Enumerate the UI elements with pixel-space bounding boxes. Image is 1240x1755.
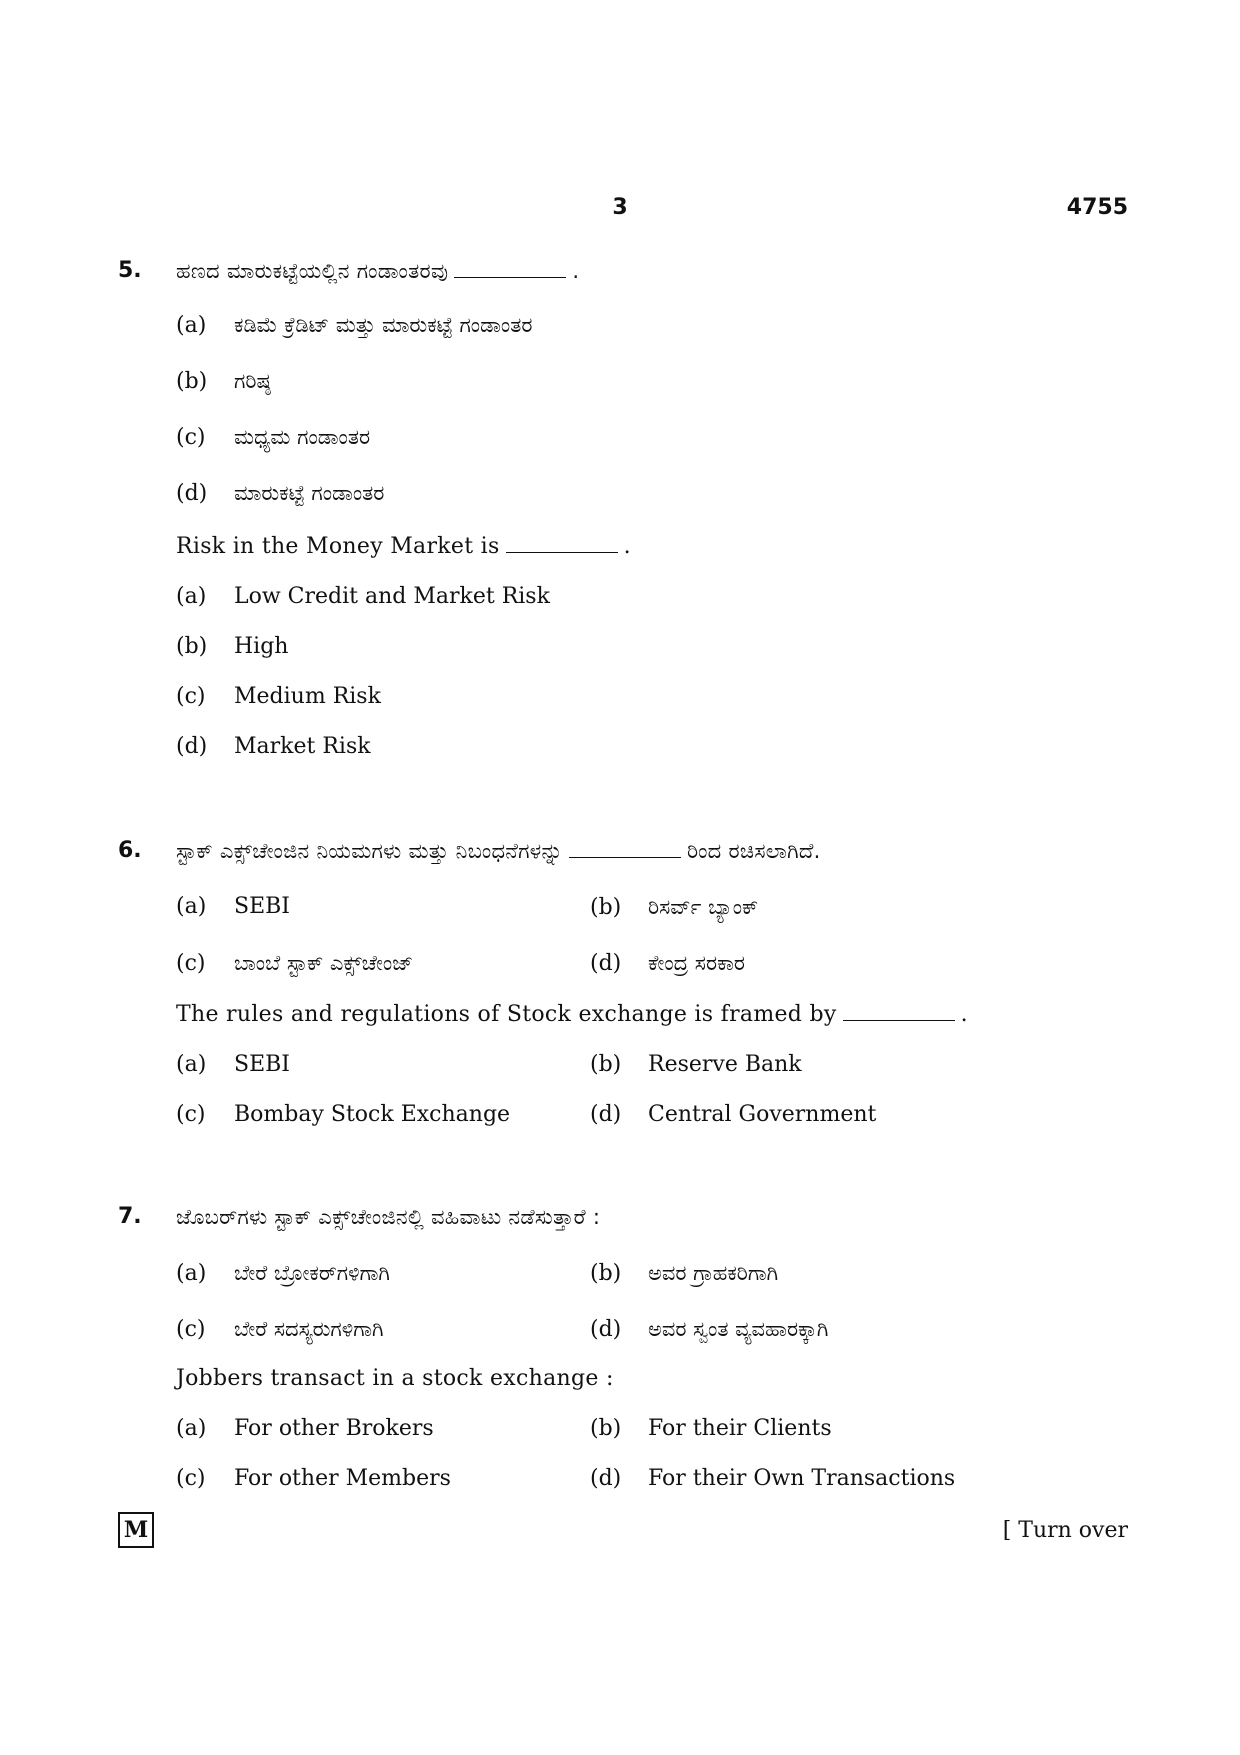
option-label: (a) [176,584,207,609]
option-text: ಅವರ ಸ್ವಂತ ವ್ಯವಹಾರಕ್ಕಾಗಿ [648,1317,829,1341]
question-number: 7. [118,1204,142,1229]
option-d-english [590,1464,955,1494]
option-label: (b) [176,634,208,659]
question-stem-kannada [176,256,579,286]
option-text: For other Members [234,1466,451,1491]
question-stem-english [176,532,631,562]
option-c-english [176,682,381,712]
option-b-english [590,1050,802,1080]
stem-text: ಹಣದ ಮಾರುಕಟ್ಟೆಯಲ್ಲಿನ ಗಂಡಾಂತರವು [176,259,449,283]
option-label: (b) [590,1416,622,1441]
answer-blank [843,1000,955,1021]
option-label: (b) [590,895,622,920]
option-a-kannada [176,310,532,341]
paper-code: 4755 [1066,195,1128,220]
option-c-kannada [176,1314,383,1345]
option-label: (d) [590,1102,622,1127]
option-a-kannada [176,892,290,922]
option-label: (d) [590,1466,622,1491]
stem-end: . [572,259,580,283]
option-b-kannada [176,366,271,397]
option-a-kannada [176,1258,390,1289]
option-text: ಬಾಂಬೆ ಸ್ಟಾಕ್ ಎಕ್ಸ್‌ಚೇಂಜ್ [234,951,414,975]
stem-end: . [960,1002,968,1027]
option-text: ಕೇಂದ್ರ ಸರಕಾರ [648,951,746,975]
question-stem-english [176,1000,968,1030]
option-label: (c) [176,951,206,976]
option-label: (c) [176,425,206,450]
option-d-english [176,732,371,762]
option-label: (c) [176,1102,206,1127]
option-text: ಗರಿಷ್ಠ [234,369,271,393]
option-d-kannada [176,478,384,509]
page-number: 3 [612,195,628,220]
option-label: (a) [176,1052,207,1077]
option-c-kannada [176,948,413,979]
option-label: (c) [176,1466,206,1491]
option-label: (c) [176,1317,206,1342]
answer-blank [569,837,681,858]
option-text: ಕಡಿಮೆ ಕ್ರೆಡಿಟ್ ಮತ್ತು ಮಾರುಕಟ್ಟೆ ಗಂಡಾಂತರ [234,313,533,337]
option-d-kannada [590,948,745,979]
question-number: 6. [118,838,142,863]
option-a-english [176,1414,434,1444]
option-text: ಮಧ್ಯಮ ಗಂಡಾಂತರ [234,425,371,449]
option-label: (a) [176,894,207,919]
option-text: ರಿಸರ್ವ್ ಬ್ಯಾಂಕ್ [648,895,759,919]
option-text: Low Credit and Market Risk [234,584,550,609]
option-c-english [176,1100,510,1130]
option-label: (b) [590,1052,622,1077]
option-label: (d) [176,734,208,759]
option-label: (a) [176,313,207,338]
option-text: Medium Risk [234,684,381,709]
option-text: ಬೇರೆ ಬ್ರೋಕರ್‌ಗಳಿಗಾಗಿ [234,1261,390,1285]
option-text: ಬೇರೆ ಸದಸ್ಯರುಗಳಿಗಾಗಿ [234,1317,384,1341]
option-label: (b) [176,369,208,394]
option-text: ಅವರ ಗ್ರಾಹಕರಿಗಾಗಿ [648,1261,779,1285]
question-stem-english: Jobbers transact in a stock exchange : [176,1366,614,1391]
answer-blank [454,257,566,278]
option-b-english [590,1414,832,1444]
option-label: (d) [590,1317,622,1342]
option-b-english [176,632,288,662]
option-text: SEBI [234,894,290,919]
stem-text: ಸ್ಟಾಕ್ ಎಕ್ಸ್‌ಚೇಂಜಿನ ನಿಯಮಗಳು ಮತ್ತು ನಿಬಂಧನೆಗಳನ್ನು [176,839,563,863]
turn-over-note: [ Turn over [1002,1518,1128,1543]
option-a-english [176,1050,290,1080]
stem-end: ರಿಂದ ರಚಿಸಲಾಗಿದೆ. [686,839,821,863]
option-c-english [176,1464,451,1494]
stem-text: Risk in the Money Market is [176,534,500,559]
option-text: For other Brokers [234,1416,434,1441]
medium-mark-box: M [118,1512,154,1548]
option-text: For their Clients [648,1416,832,1441]
option-text: SEBI [234,1052,290,1077]
question-number: 5. [118,258,142,283]
option-text: Central Government [648,1102,877,1127]
option-c-kannada [176,422,370,453]
option-b-kannada [590,892,758,923]
option-text: Reserve Bank [648,1052,802,1077]
stem-end: . [623,534,631,559]
option-label: (c) [176,684,206,709]
stem-text: The rules and regulations of Stock exchange is framed by [176,1002,837,1027]
option-d-english [590,1100,876,1130]
option-text: Bombay Stock Exchange [234,1102,511,1127]
option-label: (d) [590,951,622,976]
option-label: (d) [176,481,208,506]
option-label: (b) [590,1261,622,1286]
option-text: High [234,634,289,659]
option-text: Market Risk [234,734,371,759]
option-text: ಮಾರುಕಟ್ಟೆ ಗಂಡಾಂತರ [234,481,385,505]
question-stem-kannada [176,836,821,866]
option-text: For their Own Transactions [648,1466,956,1491]
answer-blank [506,532,618,553]
option-a-english [176,582,550,612]
option-d-kannada [590,1314,828,1345]
option-b-kannada [590,1258,778,1289]
question-stem-kannada: ಜೊಬರ್‌ಗಳು ಸ್ಟಾಕ್ ಎಕ್ಸ್‌ಚೇಂಜಿನಲ್ಲಿ ವಹಿವಾಟು ನಡೆಸುತ್ತಾರೆ : [176,1205,601,1229]
option-label: (a) [176,1261,207,1286]
option-label: (a) [176,1416,207,1441]
